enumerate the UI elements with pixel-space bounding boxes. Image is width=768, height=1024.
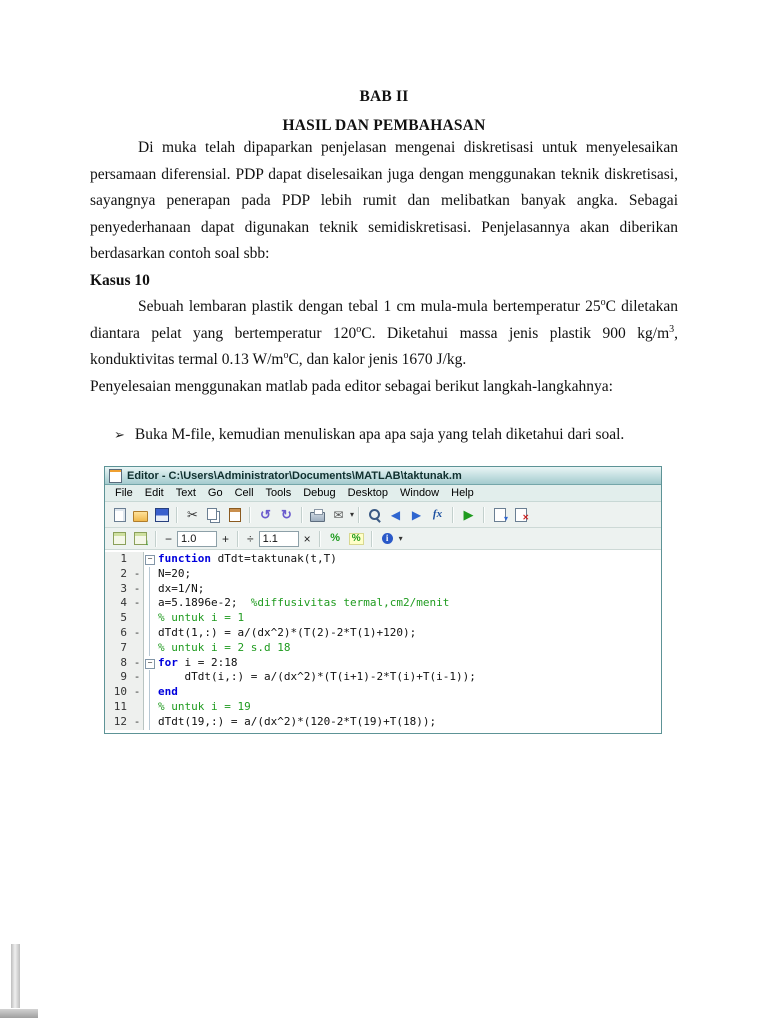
info-dropdown-arrow[interactable] [399,534,403,543]
matlab-editor-window [104,466,662,734]
code-line [105,611,661,626]
menu-debug[interactable]: Debug [303,487,336,499]
text-segment: o [356,323,362,335]
fold-column [144,641,158,656]
exec-marker: - [131,567,144,582]
text-segment: Sebuah lembaran plastik dengan tebal 1 cm mula-mula bertemperatur 25 [138,298,601,315]
function-hints-icon[interactable] [428,506,447,524]
code-token: a=5.1896e-2; [158,596,251,610]
line-number: 11 [105,700,131,715]
fold-column [144,596,158,611]
undo-icon[interactable] [256,506,275,524]
code-line [105,656,661,671]
menu-edit[interactable]: Edit [144,487,164,499]
scan-artifact-horizontal [0,1009,38,1018]
decrement-value-field[interactable]: 1.0 [177,531,217,547]
copy-icon[interactable] [204,506,223,524]
code-line [105,715,661,730]
keyword-token: for [158,655,178,669]
save-icon[interactable] [152,506,171,524]
editor-title: Editor - C:\Users\Administrator\Documents\MATLAB\taktunak.m [127,469,462,482]
menu-tools[interactable]: Tools [265,487,292,499]
exec-marker [131,552,144,567]
code-token: i = 2:18 [177,655,238,669]
multiply-button[interactable]: × [303,531,311,546]
dock-icon[interactable] [490,506,509,524]
exec-marker: - [131,715,144,730]
code-token: dTdt=taktunak(t,T) [217,552,337,565]
cell-title-icon[interactable] [326,530,345,548]
main-toolbar [105,502,661,528]
text-segment: o [283,349,289,361]
comment-token: %diffusivitas termal,cm2/menit [250,596,450,610]
line-number: 7 [105,641,131,656]
publish-icon[interactable] [329,506,348,524]
exec-marker: - [131,596,144,611]
line-number: 5 [105,611,131,626]
toolbar-separator [452,507,454,523]
exec-marker [131,700,144,715]
code-line [105,582,661,597]
code-token: N=20; [158,566,192,580]
redo-icon[interactable] [277,506,296,524]
find-icon[interactable] [365,506,384,524]
exec-marker: - [131,670,144,685]
keyword-token: function [158,552,218,565]
fold-column [144,715,158,730]
code-line [105,626,661,641]
menu-desktop[interactable]: Desktop [347,487,388,499]
text-segment: C. Diketahui massa jenis plastik 900 kg/m [361,324,670,342]
increment-button[interactable]: + [222,531,230,546]
fold-column [144,656,158,671]
paste-icon[interactable] [225,506,244,524]
open-file-icon[interactable] [131,506,150,524]
code-text [158,596,449,611]
code-text [158,700,251,715]
code-line [105,567,661,582]
fold-column [144,582,158,597]
editor-title-bar[interactable] [105,467,661,485]
fold-column [144,700,158,715]
decrement-button[interactable]: − [165,531,173,546]
code-token: dTdt(1,:) = a/(dx^2)*(T(2)-2*T(1)+120); [158,625,417,639]
text-segment: , konduktivitas termal 0.13 W/m [90,324,678,368]
line-number: 8 [105,656,131,671]
keyword-token: end [158,685,178,699]
fold-toggle[interactable] [145,555,155,565]
code-text [158,582,204,597]
new-file-icon[interactable] [110,506,129,524]
code-token: dx=1/N; [158,581,205,595]
chapter-heading: BAB II [359,88,409,105]
info-icon[interactable] [378,530,397,548]
evaluate-cell-icon[interactable] [110,530,129,548]
text-segment: 3 [669,323,675,335]
line-number: 1 [105,552,131,567]
exec-marker: - [131,626,144,641]
line-number: 4 [105,596,131,611]
line-number: 12 [105,715,131,730]
code-token: dTdt(19,:) = a/(dx^2)*(120-2*T(19)+T(18)); [158,714,437,728]
toolbar-separator [483,507,485,523]
kasus-heading: Kasus 10 [90,271,150,289]
scan-artifact-vertical [11,944,20,1008]
code-token: dTdt(i,:) = a/(dx^2)*(T(i+1)-2*T(i)+T(i-1)); [158,670,476,684]
line-number: 6 [105,626,131,641]
toolbar-separator [301,507,303,523]
comment-token: % untuk i = 1 [158,611,245,625]
menu-cell[interactable]: Cell [234,487,254,499]
code-text [158,656,237,671]
chapter-subheading: HASIL DAN PEMBAHASAN [282,117,486,134]
fold-column [144,670,158,685]
code-editor[interactable] [105,550,661,733]
line-number: 9 [105,670,131,685]
paragraph-penyelesaian: Penyelesaian menggunakan matlab pada editor sebagai berikut langkah-langkahnya: [90,377,613,395]
line-number: 3 [105,582,131,597]
menu-window[interactable]: Window [400,487,440,499]
toolbar-separator [237,531,239,547]
code-line [105,685,661,700]
bullet-item [90,426,678,444]
menu-bar [105,485,661,502]
exec-marker: - [131,685,144,700]
code-text [158,670,476,685]
text-segment: C, dan kalor jenis 1670 J/kg. [288,351,467,368]
paragraph-kasus [90,294,678,374]
print-icon[interactable] [308,506,327,524]
menu-go[interactable]: Go [207,487,223,499]
fold-column [144,626,158,641]
menu-text[interactable]: Text [175,487,196,499]
cut-icon[interactable] [183,506,202,524]
toolbar-separator [371,531,373,547]
code-text [158,641,290,656]
forward-arrow-icon[interactable] [407,506,426,524]
toolbar-separator [319,531,321,547]
cell-toolbar [105,528,661,550]
evaluate-cell-advance-icon[interactable] [131,530,150,548]
divide-button[interactable]: ÷ [247,531,254,546]
menu-help[interactable]: Help [451,487,474,499]
fold-column [144,552,158,567]
code-line [105,670,661,685]
code-line [105,700,661,715]
code-text [158,715,436,730]
fold-column [144,685,158,700]
fold-column [144,567,158,582]
code-line [105,596,661,611]
text-segment: C diletakan diantara pelat yang bertemperatur 120 [90,298,678,342]
cell-highlight-icon[interactable] [347,530,366,548]
comment-token: % untuk i = 2 s.d 18 [158,640,291,654]
code-text [158,626,416,641]
code-line [105,552,661,567]
run-file-icon[interactable] [459,506,478,524]
code-text [158,567,191,582]
menu-file[interactable]: File [115,487,133,499]
toolbar-separator [155,531,157,547]
code-text [158,685,178,700]
close-file-icon[interactable] [511,506,530,524]
exec-marker: - [131,656,144,671]
toolbar-separator [176,507,178,523]
exec-marker [131,611,144,626]
fold-toggle[interactable] [145,659,155,669]
comment-token: % untuk i = 19 [158,699,251,713]
paragraph-intro: Di muka telah dipaparkan penjelasan mengenai diskretisasi untuk menyelesaikan persamaan diferensial. PDP dapat diselesaikan juga dengan menggunakan teknik diskretisasi, sayangnya penerapan pada PDP lebih rumit dan melibatkan banyak angka. Sebagai penyederhanaan dapat digunakan teknik semidiskretisasi. Penjelasannya akan diberikan berdasarkan contoh soal sbb: [90,139,678,262]
multiply-value-field[interactable]: 1.1 [259,531,299,547]
toolbar-separator [358,507,360,523]
dropdown-arrow[interactable] [350,510,354,519]
fold-column [144,611,158,626]
toolbar-separator [249,507,251,523]
code-text [158,552,337,567]
exec-marker [131,641,144,656]
bullet-text: Buka M-file, kemudian menuliskan apa apa saja yang telah diketahui dari soal. [134,426,625,443]
line-number: 10 [105,685,131,700]
text-segment: o [600,296,606,308]
bullet-arrow-icon: ➢ [114,427,125,442]
line-number: 2 [105,567,131,582]
code-line [105,641,661,656]
editor-icon [109,469,122,483]
back-arrow-icon[interactable] [386,506,405,524]
code-text [158,611,244,626]
exec-marker: - [131,582,144,597]
